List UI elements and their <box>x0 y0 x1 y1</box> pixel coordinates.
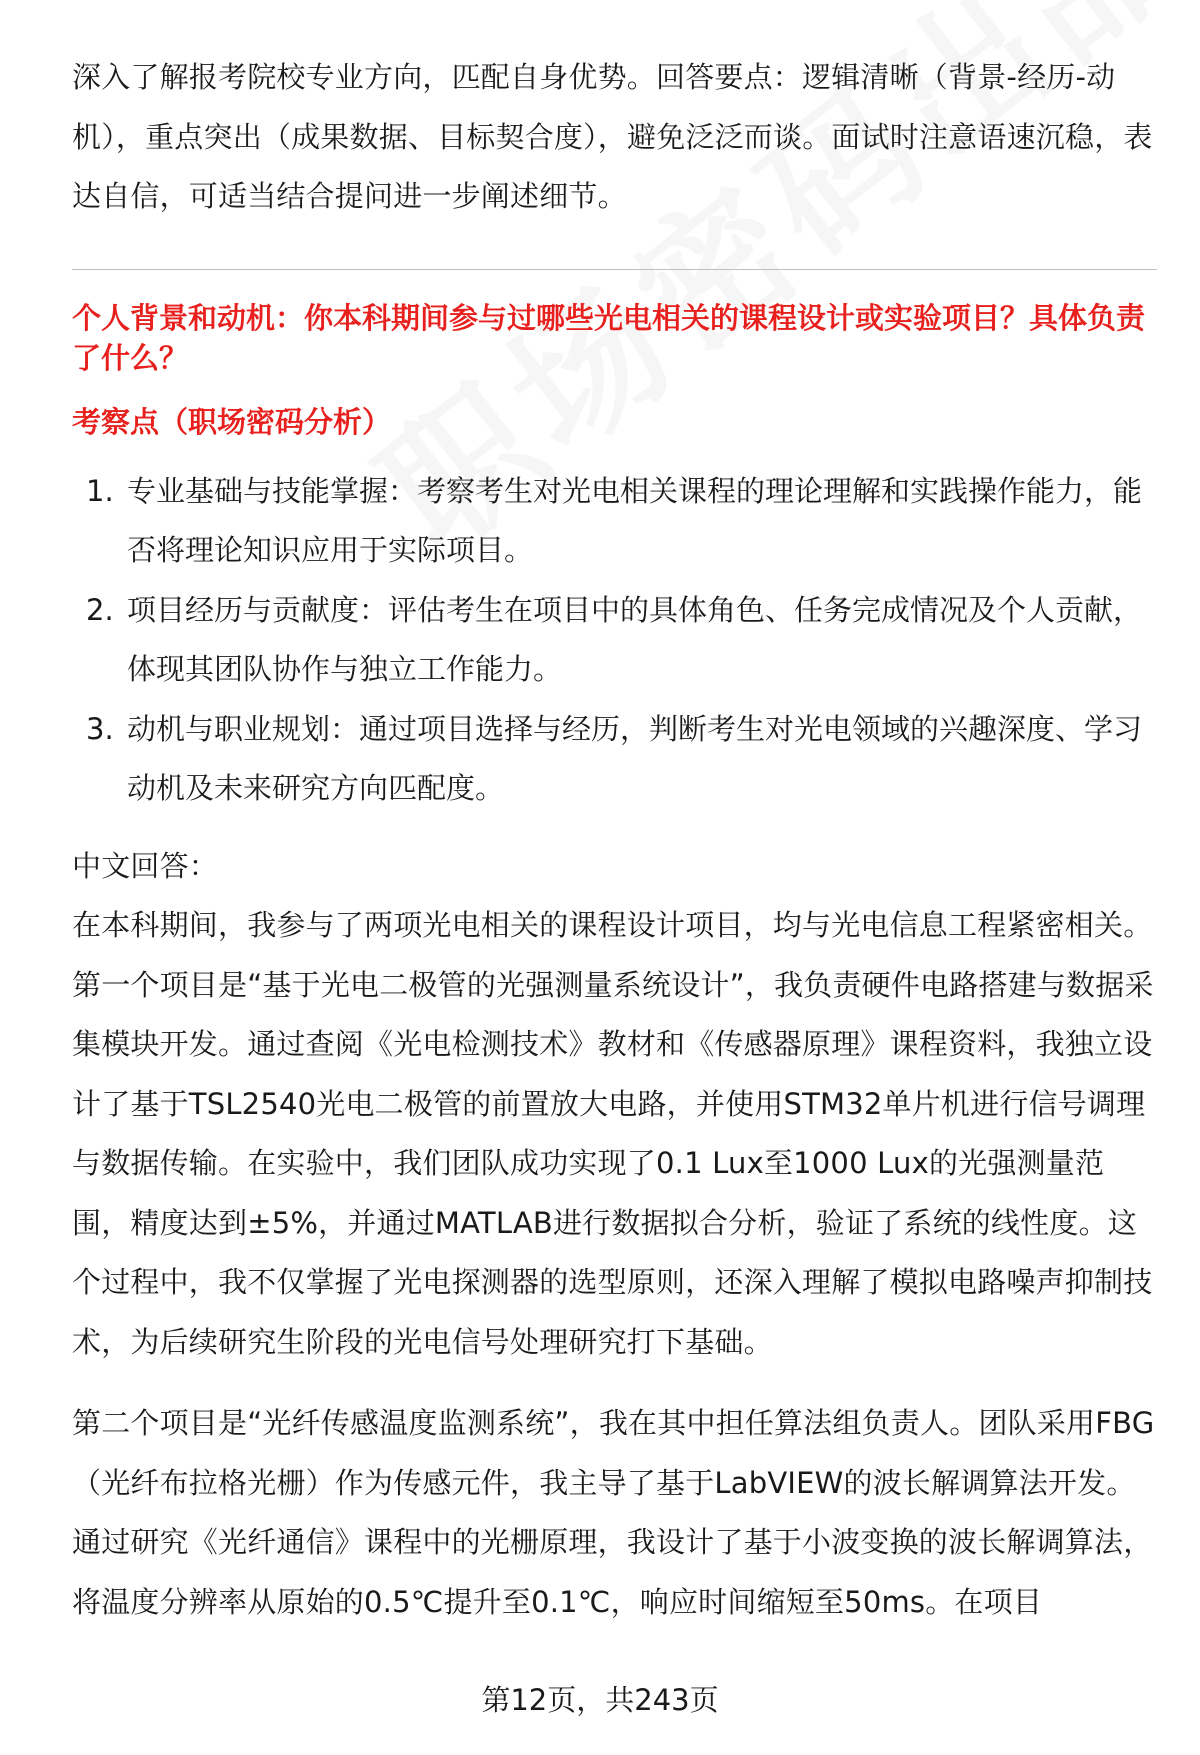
list-item-text: 项目经历与贡献度：评估考生在项目中的具体角色、任务完成情况及个人贡献，体现其团队协作与独立工作能力。 <box>127 592 1143 686</box>
assessment-list <box>72 462 1157 819</box>
answer-label: 中文回答： <box>72 848 219 883</box>
document-page <box>72 48 1157 1632</box>
list-item <box>72 581 1157 700</box>
list-item-text: 动机与职业规划：通过项目选择与经历，判断考生对光电领域的兴趣深度、学习动机及未来研究方向匹配度。 <box>127 711 1143 805</box>
section-divider <box>72 269 1157 270</box>
page-indicator: 第12页，共243页 <box>481 1683 719 1717</box>
list-item-text: 专业基础与技能掌握：考察考生对光电相关课程的理论理解和实践操作能力，能否将理论知识应用于实际项目。 <box>127 473 1143 567</box>
list-item <box>72 462 1157 581</box>
assessment-heading: 考察点（职场密码分析） <box>72 404 392 439</box>
list-item <box>72 700 1157 819</box>
answer-paragraph-2: 第二个项目是“光纤传感温度监测系统”，我在其中担任算法组负责人。团队采用FBG（光纤布拉格光栅）作为传感元件，我主导了基于LabVIEW的波长解调算法开发。通过研究《光纤通信》课程中的光栅原理，我设计了基于小波变换的波长解调算法，将温度分辨率从原始的0.5℃提升至0.1℃，响应时间缩短至50ms。在项目 <box>72 1406 1155 1619</box>
list-item-number: 3. <box>86 711 114 746</box>
intro-paragraph: 深入了解报考院校专业方向，匹配自身优势。回答要点：逻辑清晰（背景-经历-动机），重点突出（成果数据、目标契合度），避免泛泛而谈。面试时注意语速沉稳，表达自信，可适当结合提问进一步阐述细节。 <box>72 60 1153 213</box>
answer-paragraph-1: 在本科期间，我参与了两项光电相关的课程设计项目，均与光电信息工程紧密相关。第一个项目是“基于光电二极管的光强测量系统设计”，我负责硬件电路搭建与数据采集模块开发。通过查阅《光电检测技术》教材和《传感器原理》课程资料，我独立设计了基于TSL2540光电二极管的前置放大电路，并使用STM32单片机进行信号调理与数据传输。在实验中，我们团队成功实现了0.1 Lux至1000 Lux的光强测量范围，精度达到±5%，并通过MATLAB进行数据拟合分析，验证了系统的线性度。这个过程中，我不仅掌握了光电探测器的选型原则，还深入理解了模拟电路噪声抑制技术，为后续研究生阶段的光电信号处理研究打下基础。 <box>72 908 1154 1359</box>
list-item-number: 1. <box>86 473 114 508</box>
question-heading: 个人背景和动机：你本科期间参与过哪些光电相关的课程设计或实验项目？具体负责了什么？ <box>72 300 1146 375</box>
list-item-number: 2. <box>86 592 114 627</box>
